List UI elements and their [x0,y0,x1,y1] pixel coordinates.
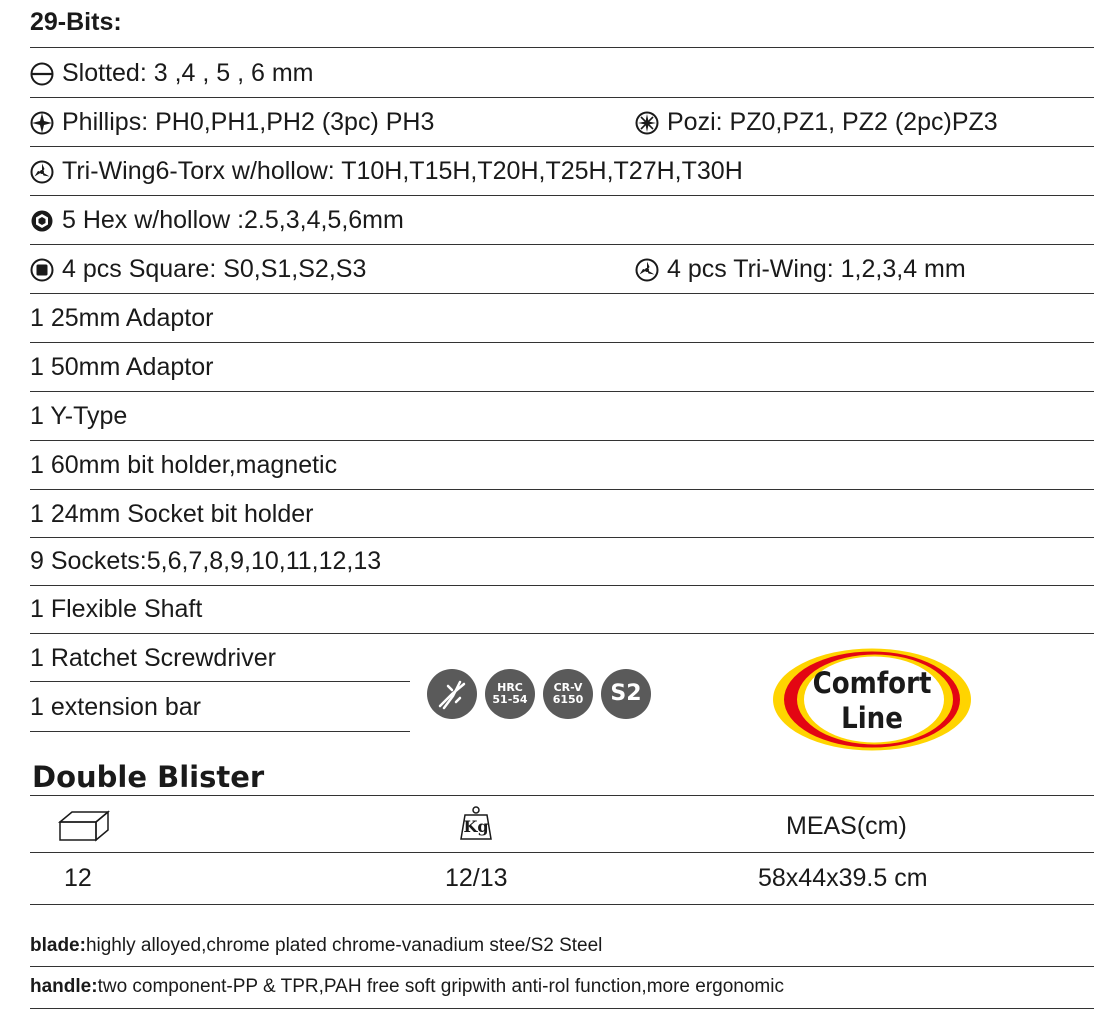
divider [30,391,1094,392]
handle-spec [30,976,784,998]
list-item-label: 1 60mm bit holder,magnetic [30,451,338,479]
feature-badges [427,669,651,719]
handle-spec-text: two component-PP & TPR,PAH free soft gripwith anti-rol function,more ergonomic [97,976,784,997]
crv-badge-top: CR-V [553,681,583,694]
meas-header: MEAS(cm) [786,812,907,840]
hex-row [30,196,404,245]
slotted-icon [30,62,54,86]
divider [30,795,1094,796]
list-item [30,343,213,392]
list-item-label: 1 Ratchet Screwdriver [30,644,276,672]
list-item-label: 9 Sockets:5,6,7,8,9,10,11,12,13 [30,547,382,575]
hrc-badge-bottom: 51-54 [492,693,528,706]
blade-spec [30,935,602,957]
qty-value: 12 [64,864,92,892]
divider [30,966,1094,967]
carton-icon [58,808,110,842]
comfort-line-text [772,666,972,736]
blade-spec-label: blade: [30,935,86,956]
meas-value: 58x44x39.5 cm [758,864,928,892]
crv-badge-bottom: 6150 [552,693,584,706]
divider [30,681,410,682]
section-title: 29-Bits: [30,8,122,36]
weight-icon-text: Kg [463,817,489,836]
list-item [30,294,213,343]
hex-icon [30,209,54,233]
triwing-icon [635,258,659,282]
crv-badge [543,669,593,719]
hrc-badge-top: HRC [497,681,523,694]
list-item-label: 1 24mm Socket bit holder [30,500,314,528]
divider [30,1008,1094,1009]
divider [30,731,410,732]
comfort-line-1: Comfort [812,666,932,700]
list-item-label: 1 25mm Adaptor [30,304,214,332]
hrc-badge [485,669,535,719]
list-item [30,683,201,732]
divider [30,47,1094,48]
comfort-line-2: Line [841,701,903,735]
pliers-badge [427,669,477,719]
pozi-icon [635,111,659,135]
list-item [30,441,337,490]
triwing-torx-label: Tri-Wing6-Torx w/hollow: T10H,T15H,T20H,T25H,T27H,T30H [62,157,743,185]
blade-spec-text: highly alloyed,chrome plated chrome-vanadium stee/S2 Steel [85,935,603,956]
phillips-label: Phillips: PH0,PH1,PH2 (3pc) PH3 [62,108,435,136]
divider [30,852,1094,853]
s2-badge [601,669,651,719]
list-item-label: 1 Y-Type [30,402,128,430]
pozi-label: Pozi: PZ0,PZ1, PZ2 (2pc)PZ3 [667,108,998,136]
hex-label: 5 Hex w/hollow :2.5,3,4,5,6mm [62,206,404,234]
divider [30,904,1094,905]
list-item [30,634,276,683]
triwing-icon [30,160,54,184]
packing-heading: Double Blister [32,760,265,794]
handle-spec-label: handle: [30,976,98,997]
weight-value: 12/13 [445,864,508,892]
phillips-icon [30,111,54,135]
list-item [30,585,202,634]
square-label: 4 pcs Square: S0,S1,S2,S3 [62,255,367,283]
phillips-pozi-row [30,98,1094,147]
list-item [30,490,313,539]
triwing-label: 4 pcs Tri-Wing: 1,2,3,4 mm [667,255,966,283]
weight-icon [456,805,496,841]
square-triwing-row [30,245,1094,294]
pliers-icon [434,676,470,712]
list-item-label: 1 extension bar [30,693,201,721]
slotted-label: Slotted: 3 ,4 , 5 , 6 mm [62,59,314,87]
list-item [30,392,127,441]
list-item-label: 1 50mm Adaptor [30,353,214,381]
list-item [30,537,381,586]
square-icon [30,258,54,282]
triwing-torx-row [30,147,743,196]
slotted-row [30,49,314,98]
list-item-label: 1 Flexible Shaft [30,595,203,623]
s2-badge-label: S2 [610,681,642,706]
